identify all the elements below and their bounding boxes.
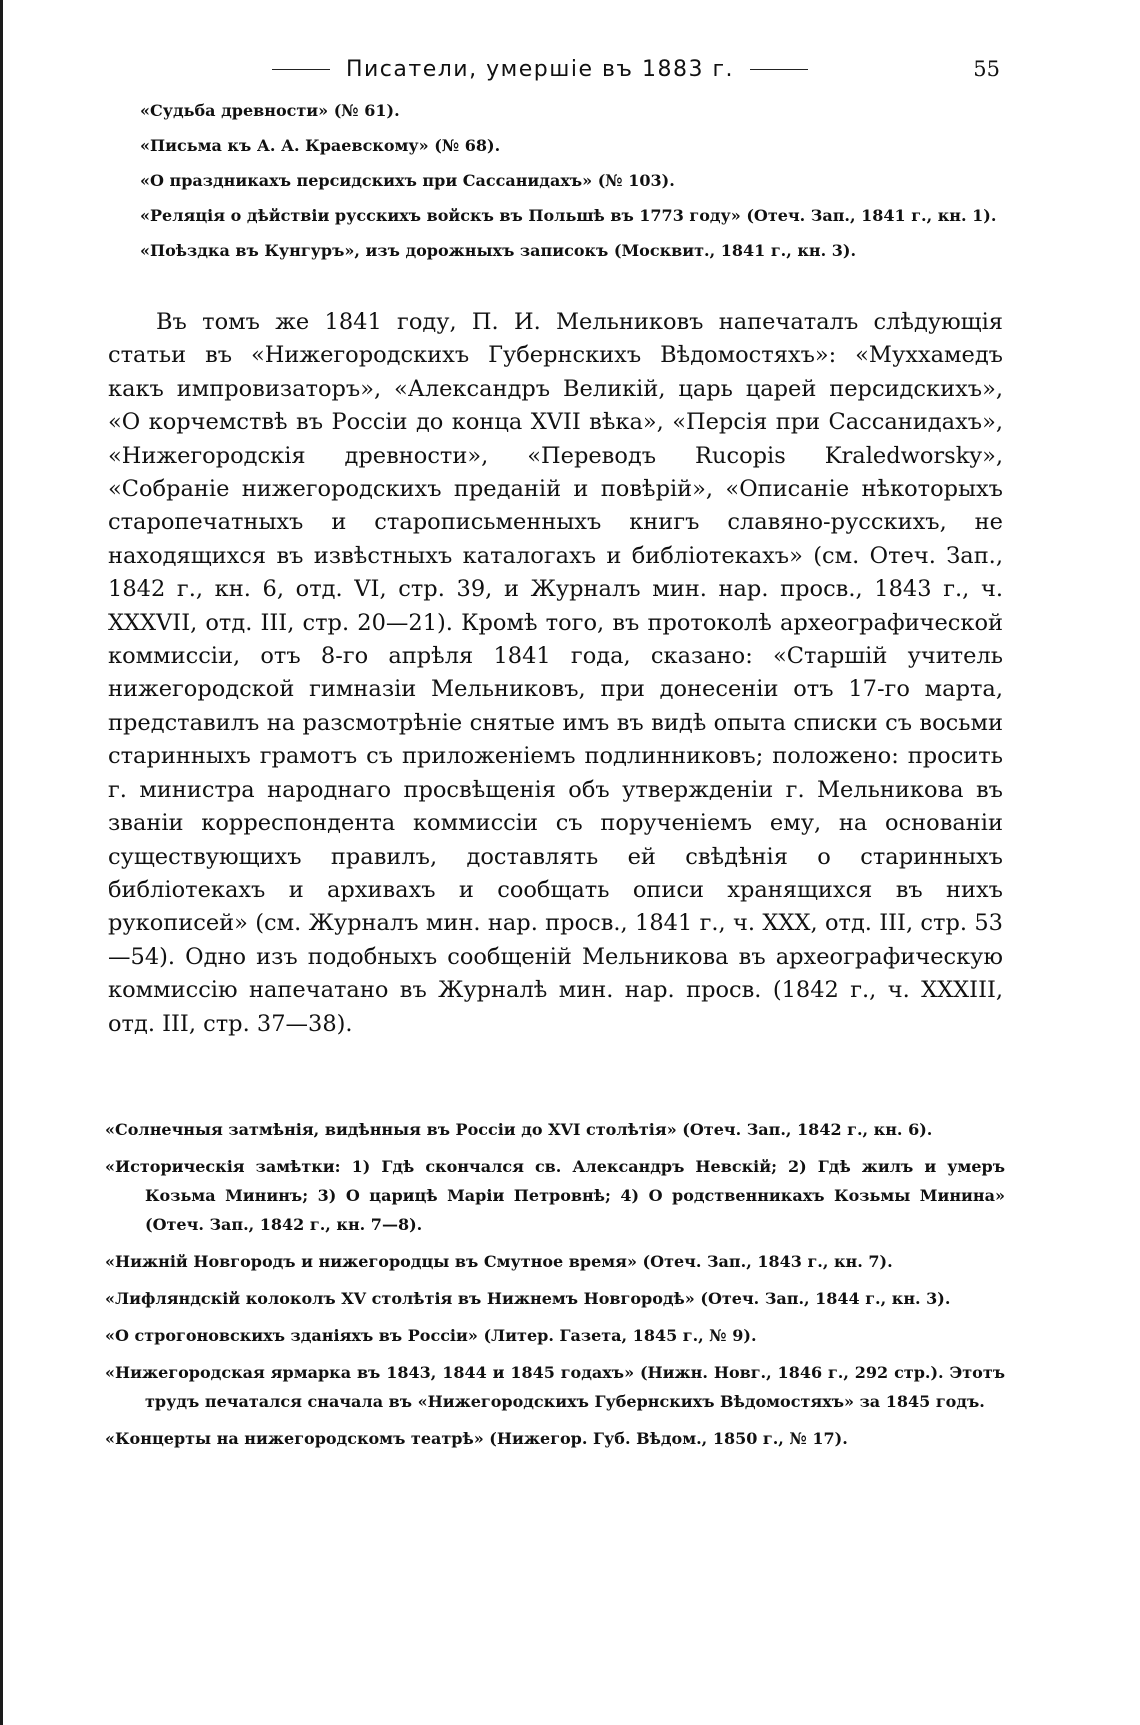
bibliography-entry: «Историческія замѣтки: 1) Гдѣ скончался св. Александръ Невскій; 2) Гдѣ жилъ и умеръ Козьма Мининъ; 3) О царицѣ Маріи Петровнѣ; 4) О родственникахъ Козьмы Минина» (Отеч. Зап., 1842 г., кн. 7—8). [105,1157,1005,1234]
header-left-rule [272,69,330,70]
bibliography-entry: «О праздникахъ персидскихъ при Сассанидахъ» (№ 103). [140,171,675,190]
running-title: Писатели, умершіе въ 1883 г. [345,56,735,82]
page-edge-border [0,0,3,1725]
bibliography-entry: «Реляція о дѣйствіи русскихъ войскъ въ Польшѣ въ 1773 году» (Отеч. Зап., 1841 г., кн. 1). [140,206,997,225]
bibliography-entry: «Письма къ А. А. Краевскому» (№ 68). [140,136,501,155]
body-paragraph: Въ томъ же 1841 году, П. И. Мельниковъ напечаталъ слѣдующія статьи въ «Нижегородскихъ Губернскихъ Вѣдомостяхъ»: «Муххамедъ какъ импровизаторъ», «Александръ Великій, царь царей персидскихъ», «О корчемствѣ въ Россіи до конца XVII вѣка», «Персія при Сассанидахъ», «Нижегородскія древности», «Переводъ Rucopis Kraledworsky», «Собраніе нижегородскихъ преданій и повѣрій», «Описаніе нѣкоторыхъ старопечатныхъ и старописьменныхъ книгъ славяно-русскихъ, не находящихся въ извѣстныхъ каталогахъ и библіотекахъ» (см. Отеч. Зап., 1842 г., кн. 6, отд. VI, стр. 39, и Журналъ мин. нар. просв., 1843 г., ч. XXXVII, отд. III, стр. 20—21). Кромѣ того, въ протоколѣ археографической коммиссіи, отъ 8-го апрѣля 1841 года, сказано: «Старшій учитель нижегородской гимназіи Мельниковъ, при донесеніи отъ 17-го марта, представилъ на разсмотрѣніе снятые имъ въ видѣ опыта списки съ восьми старинныхъ грамотъ съ приложеніемъ подлинниковъ; положено: просить г. министра народнаго просвѣщенія объ утвержденіи г. Мельникова въ званіи корреспондента коммиссіи съ порученіемъ ему, на основаніи существующихъ правилъ, доставлять ей свѣдѣнія о старинныхъ библіотекахъ и архивахъ и сообщать описи хранящихся въ нихъ рукописей» (см. Журналъ мин. нар. просв., 1841 г., ч. XXX, отд. III, стр. 53—54). Одно изъ подобныхъ сообщеній Мельникова въ археографическую коммиссію напечатано въ Журналѣ мин. нар. просв. (1842 г., ч. XXXIII, отд. III, стр. 37—38). [108,309,1003,1037]
bibliography-entry: «Солнечныя затмѣнія, видѣнныя въ Россіи до XVI столѣтія» (Отеч. Зап., 1842 г., кн. 6). [105,1120,933,1139]
page-number: 55 [973,57,1000,81]
bibliography-entry: «Поѣздка въ Кунгуръ», изъ дорожныхъ записокъ (Москвит., 1841 г., кн. 3). [140,241,857,260]
bibliography-list-top [140,96,1010,271]
header-right-rule [750,69,808,70]
bibliography-entry: «О строгоновскихъ зданіяхъ въ Россіи» (Литер. Газета, 1845 г., № 9). [105,1326,757,1345]
bibliography-entry: «Нижній Новгородъ и нижегородцы въ Смутное время» (Отеч. Зап., 1843 г., кн. 7). [105,1252,893,1271]
bibliography-entry: «Нижегородская ярмарка въ 1843, 1844 и 1845 годахъ» (Нижн. Новг., 1846 г., 292 стр.). Этотъ трудъ печатался сначала въ «Нижегородскихъ Губернскихъ Вѣдомостяхъ» за 1845 годъ. [105,1363,1005,1411]
bibliography-entry: «Концерты на нижегородскомъ театрѣ» (Нижегор. Губ. Вѣдом., 1850 г., № 17). [105,1429,848,1448]
bibliography-list-bottom [105,1115,1005,1461]
running-header [260,55,820,83]
bibliography-entry: «Лифляндскій колоколъ XV столѣтія въ Нижнемъ Новгородѣ» (Отеч. Зап., 1844 г., кн. 3). [105,1289,951,1308]
bibliography-entry: «Судьба древности» (№ 61). [140,101,400,120]
